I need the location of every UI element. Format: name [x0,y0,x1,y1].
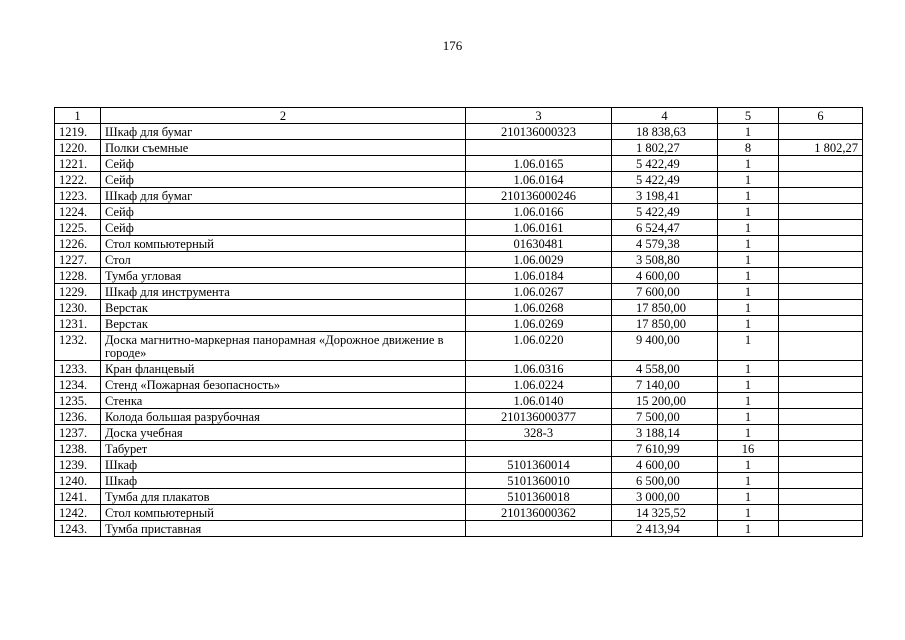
row-number-cell: 1228. [55,268,101,284]
row-number-cell: 1242. [55,505,101,521]
table-row [55,140,863,156]
quantity-cell: 1 [718,457,779,473]
sum-cell [779,441,863,457]
inventory-code-cell: 210136000377 [466,409,612,425]
inventory-code-cell [466,140,612,156]
quantity-cell: 1 [718,473,779,489]
quantity-cell: 1 [718,268,779,284]
item-name-cell: Колода большая разрубочная [101,409,466,425]
price-cell: 5 422,49 [612,156,718,172]
column-header: 4 [612,108,718,124]
row-number-cell: 1224. [55,204,101,220]
row-number-cell: 1233. [55,361,101,377]
quantity-cell: 1 [718,172,779,188]
row-number-cell: 1221. [55,156,101,172]
sum-cell [779,204,863,220]
sum-cell: 1 802,27 [779,140,863,156]
inventory-code-cell: 210136000246 [466,188,612,204]
column-header: 2 [101,108,466,124]
table-row [55,220,863,236]
quantity-cell: 1 [718,300,779,316]
price-cell: 18 838,63 [612,124,718,140]
sum-cell [779,473,863,489]
row-number-cell: 1235. [55,393,101,409]
column-header: 3 [466,108,612,124]
quantity-cell: 1 [718,489,779,505]
price-cell: 1 802,27 [612,140,718,156]
price-cell: 4 600,00 [612,268,718,284]
sum-cell [779,505,863,521]
sum-cell [779,236,863,252]
row-number-cell: 1231. [55,316,101,332]
table-row [55,316,863,332]
sum-cell [779,220,863,236]
item-name-cell: Табурет [101,441,466,457]
table-row [55,252,863,268]
row-number-cell: 1220. [55,140,101,156]
price-cell: 17 850,00 [612,300,718,316]
item-name-cell: Кран фланцевый [101,361,466,377]
item-name-cell: Сейф [101,172,466,188]
price-cell: 6 524,47 [612,220,718,236]
price-cell: 2 413,94 [612,521,718,537]
price-cell: 14 325,52 [612,505,718,521]
price-cell: 3 198,41 [612,188,718,204]
table-row [55,332,863,361]
row-number-cell: 1222. [55,172,101,188]
inventory-code-cell: 5101360018 [466,489,612,505]
inventory-code-cell: 1.06.0224 [466,377,612,393]
item-name-cell: Тумба угловая [101,268,466,284]
price-cell: 7 600,00 [612,284,718,300]
inventory-table [54,107,863,537]
item-name-cell: Стол компьютерный [101,236,466,252]
table-row [55,361,863,377]
price-cell: 6 500,00 [612,473,718,489]
price-cell: 5 422,49 [612,172,718,188]
table-row [55,441,863,457]
inventory-code-cell: 1.06.0166 [466,204,612,220]
column-header: 1 [55,108,101,124]
item-name-cell: Сейф [101,220,466,236]
inventory-code-cell [466,441,612,457]
sum-cell [779,425,863,441]
table-row [55,393,863,409]
price-cell: 17 850,00 [612,316,718,332]
quantity-cell: 16 [718,441,779,457]
sum-cell [779,332,863,361]
row-number-cell: 1219. [55,124,101,140]
item-name-cell: Доска магнитно-маркерная панорамная «Дорожное движение в городе» [101,332,466,361]
price-cell: 4 558,00 [612,361,718,377]
inventory-code-cell: 1.06.0029 [466,252,612,268]
row-number-cell: 1229. [55,284,101,300]
sum-cell [779,156,863,172]
quantity-cell: 1 [718,124,779,140]
quantity-cell: 8 [718,140,779,156]
table-row [55,521,863,537]
item-name-cell: Верстак [101,316,466,332]
quantity-cell: 1 [718,204,779,220]
table-row [55,489,863,505]
quantity-cell: 1 [718,425,779,441]
quantity-cell: 1 [718,332,779,361]
inventory-code-cell: 1.06.0184 [466,268,612,284]
sum-cell [779,393,863,409]
sum-cell [779,361,863,377]
quantity-cell: 1 [718,505,779,521]
table-row [55,377,863,393]
sum-cell [779,377,863,393]
price-cell: 4 600,00 [612,457,718,473]
table-row [55,284,863,300]
table-row [55,204,863,220]
quantity-cell: 1 [718,284,779,300]
sum-cell [779,457,863,473]
sum-cell [779,409,863,425]
sum-cell [779,284,863,300]
table-row [55,409,863,425]
item-name-cell: Доска учебная [101,425,466,441]
table-row [55,473,863,489]
page-number: 176 [442,38,463,53]
inventory-code-cell: 210136000323 [466,124,612,140]
row-number-cell: 1241. [55,489,101,505]
item-name-cell: Стол компьютерный [101,505,466,521]
price-cell: 7 140,00 [612,377,718,393]
item-name-cell: Шкаф для инструмента [101,284,466,300]
quantity-cell: 1 [718,252,779,268]
row-number-cell: 1236. [55,409,101,425]
quantity-cell: 1 [718,377,779,393]
inventory-code-cell: 1.06.0269 [466,316,612,332]
price-cell: 15 200,00 [612,393,718,409]
quantity-cell: 1 [718,409,779,425]
sum-cell [779,252,863,268]
item-name-cell: Тумба для плакатов [101,489,466,505]
table-row [55,425,863,441]
quantity-cell: 1 [718,316,779,332]
inventory-code-cell: 210136000362 [466,505,612,521]
inventory-code-cell: 1.06.0316 [466,361,612,377]
row-number-cell: 1223. [55,188,101,204]
sum-cell [779,300,863,316]
row-number-cell: 1226. [55,236,101,252]
price-cell: 7 610,99 [612,441,718,457]
inventory-code-cell: 1.06.0220 [466,332,612,361]
table-row [55,457,863,473]
item-name-cell: Верстак [101,300,466,316]
item-name-cell: Стенка [101,393,466,409]
sum-cell [779,124,863,140]
sum-cell [779,316,863,332]
sum-cell [779,521,863,537]
table-row [55,505,863,521]
column-header: 6 [779,108,863,124]
row-number-cell: 1234. [55,377,101,393]
price-cell: 4 579,38 [612,236,718,252]
column-header: 5 [718,108,779,124]
quantity-cell: 1 [718,188,779,204]
inventory-code-cell: 328-3 [466,425,612,441]
item-name-cell: Полки съемные [101,140,466,156]
inventory-code-cell: 1.06.0140 [466,393,612,409]
table-body [55,108,863,537]
inventory-code-cell: 1.06.0267 [466,284,612,300]
table-row [55,156,863,172]
table-row [55,172,863,188]
row-number-cell: 1243. [55,521,101,537]
item-name-cell: Сейф [101,156,466,172]
quantity-cell: 1 [718,521,779,537]
item-name-cell: Шкаф [101,473,466,489]
quantity-cell: 1 [718,361,779,377]
item-name-cell: Сейф [101,204,466,220]
price-cell: 7 500,00 [612,409,718,425]
sum-cell [779,489,863,505]
row-number-cell: 1232. [55,332,101,361]
row-number-cell: 1237. [55,425,101,441]
sum-cell [779,172,863,188]
quantity-cell: 1 [718,156,779,172]
table-row [55,188,863,204]
price-cell: 3 508,80 [612,252,718,268]
row-number-cell: 1225. [55,220,101,236]
row-number-cell: 1227. [55,252,101,268]
inventory-code-cell: 01630481 [466,236,612,252]
table-row [55,300,863,316]
inventory-code-cell: 1.06.0268 [466,300,612,316]
inventory-code-cell [466,521,612,537]
table-row [55,268,863,284]
sum-cell [779,188,863,204]
price-cell: 9 400,00 [612,332,718,361]
item-name-cell: Шкаф для бумаг [101,124,466,140]
row-number-cell: 1239. [55,457,101,473]
item-name-cell: Шкаф [101,457,466,473]
item-name-cell: Стол [101,252,466,268]
inventory-code-cell: 1.06.0165 [466,156,612,172]
row-number-cell: 1238. [55,441,101,457]
inventory-code-cell: 1.06.0164 [466,172,612,188]
inventory-code-cell: 1.06.0161 [466,220,612,236]
table-header-row [55,108,863,124]
price-cell: 5 422,49 [612,204,718,220]
quantity-cell: 1 [718,220,779,236]
quantity-cell: 1 [718,236,779,252]
item-name-cell: Шкаф для бумаг [101,188,466,204]
row-number-cell: 1230. [55,300,101,316]
price-cell: 3 188,14 [612,425,718,441]
inventory-code-cell: 5101360010 [466,473,612,489]
item-name-cell: Стенд «Пожарная безопасность» [101,377,466,393]
item-name-cell: Тумба приставная [101,521,466,537]
price-cell: 3 000,00 [612,489,718,505]
table-row [55,236,863,252]
sum-cell [779,268,863,284]
row-number-cell: 1240. [55,473,101,489]
inventory-code-cell: 5101360014 [466,457,612,473]
quantity-cell: 1 [718,393,779,409]
table-row [55,124,863,140]
